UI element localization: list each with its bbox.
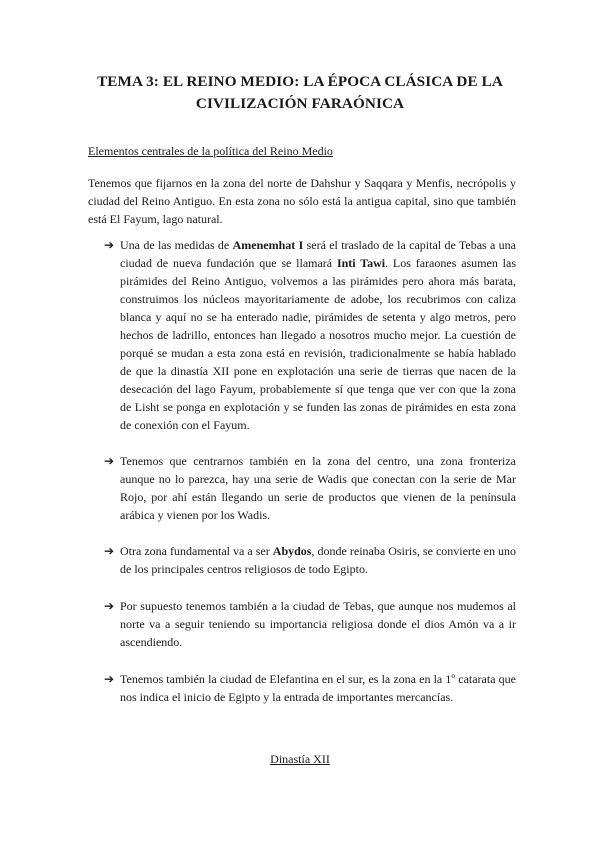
arrow-right-icon: ➔ [104,238,115,252]
intro-paragraph: Tenemos que fijarnos en la zona del norte de Dahshur y Saqqara y Menfis, necrópolis y ciudad del Reino Antiguo. En esta zona no sólo está la antigua capital, sino que también está El Fayum, lago natural. [88,176,516,226]
dynasty-heading: Dinastía XII [270,752,330,766]
title-line-2: CIVILIZACIÓN FARAÓNICA [195,95,405,112]
list-item: ➔ Por supuesto tenemos también a la ciudad de Tebas, que aunque nos mudemos al norte va a seguir teniendo su importancia religiosa donde el dios Amón va a ir ascendiendo. [104,599,516,649]
page-title [60,71,540,115]
arrow-right-icon: ➔ [104,672,115,686]
bullet-list [104,236,516,706]
arrow-right-icon: ➔ [104,599,115,613]
list-item: ➔ Tenemos que centrarnos también en la zona del centro, una zona fronteriza aunque no lo parezca, hay una serie de Wadis que conectan con la serie de Mar Rojo, por ahí están llegando un serie de productos que vienen de la península arábica y vienen por los Wadis. [104,454,516,522]
arrow-right-icon: ➔ [104,544,115,558]
list-item: ➔ Tenemos también la ciudad de Elefantina en el sur, es la zona en la 1º catarata que nos indica el inicio de Egipto y la entrada de importantes mercancías. [104,672,516,704]
arrow-right-icon: ➔ [104,454,115,468]
emphasis: Inti Tawi [336,256,386,270]
list-item: ➔ Una de las medidas de Amenemhat I será el traslado de la capital de Tebas a una ciudad de nueva fundación que se llamará Inti Tawi. Los faraones asumen las pirámides del Reino Antiguo, volvemos a las pirámides pero ahora más barata, construimos los núcleos mayoritariamente de adobe, los recubrimos con caliza blanca y aquí no se ha enterado nadie, pirámides de setenta y algo metros, pero hechos de ladrillo, entonces han llegado a nosotros mucho mejor. La cuestión de porqué se mudan a esta zona está en revisión, tradicionalmente se había hablado de que la dinastía XII pone en explotación una serie de tierras que nacen de la desecación del lago Fayum, probablemente sí que tenga que ver con que la zona de Lisht se ponga en explotación y se funden las zonas de pirámides en esta zona de conexión con el Fayum. [104,238,516,432]
emphasis: Amenemhat I [232,238,304,252]
list-item: ➔ Otra zona fundamental va a ser Abydos, donde reinaba Osiris, se convierte en uno de los principales centros religiosos de todo Egipto. [104,544,516,576]
emphasis: Abydos [272,544,312,558]
title-line-1: TEMA 3: EL REINO MEDIO: LA ÉPOCA CLÁSICA DE LA [97,73,503,90]
section-heading: Elementos centrales de la política del Reino Medio [88,144,333,158]
